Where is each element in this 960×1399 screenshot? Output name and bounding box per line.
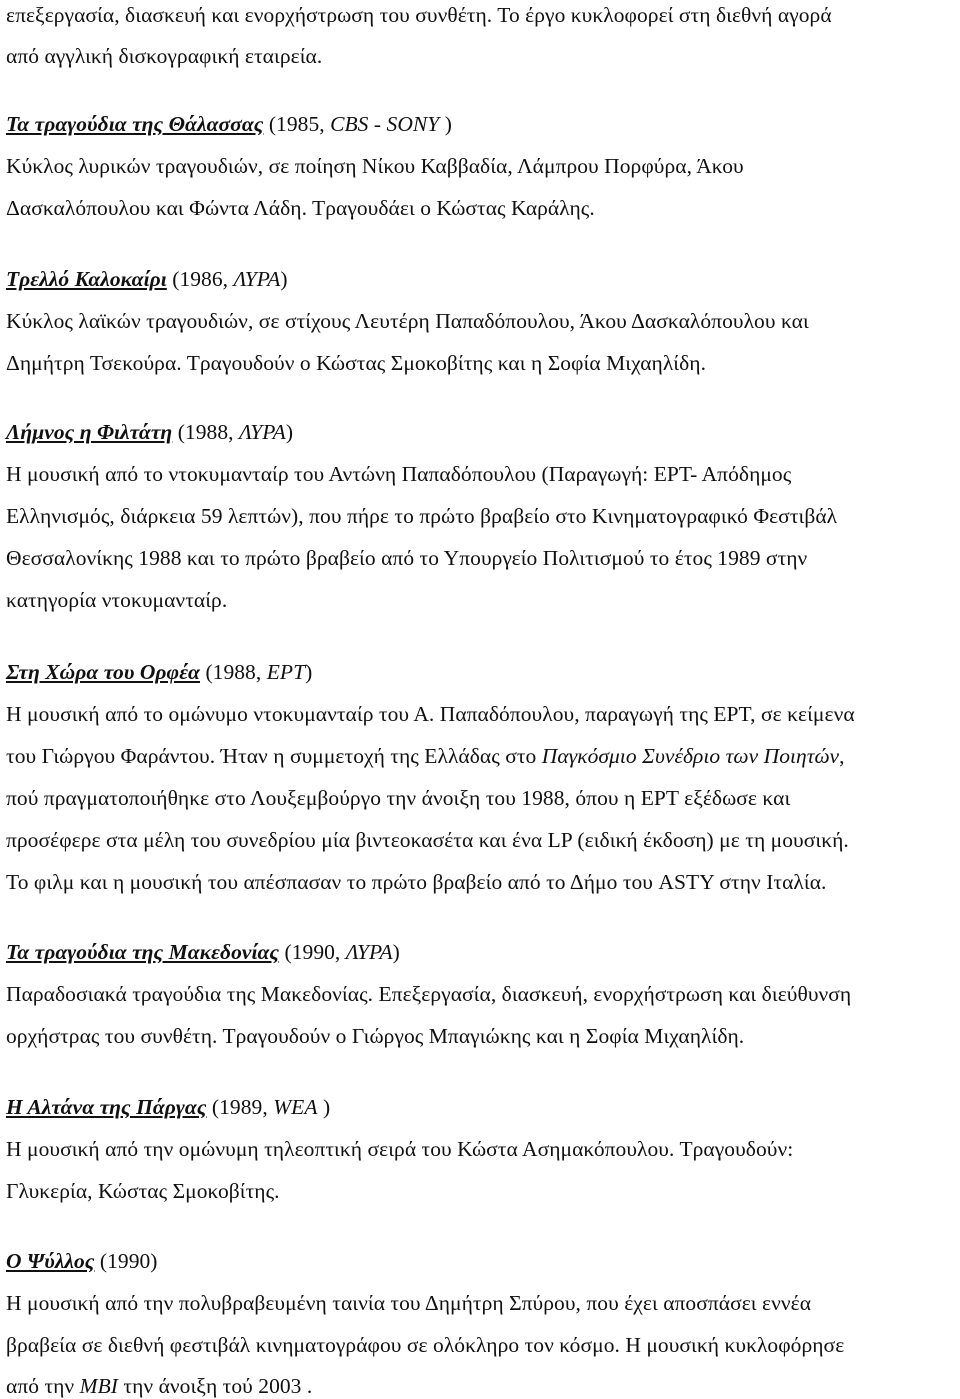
entry-text-line: Η μουσική από την πολυβραβευμένη ταινία του Δημήτρη Σπύρου, που έχει αποσπάσει εννέα xyxy=(6,1291,812,1315)
intro-line-1: επεξεργασία, διασκευή και ενορχήστρωση του συνθέτη. Το έργο κυκλοφορεί στη διεθνή αγορά xyxy=(6,3,832,27)
record-label: ΛΥΡΑ xyxy=(233,267,281,291)
entry-text-line: κατηγορία ντοκυμανταίρ. xyxy=(6,588,228,612)
entry-text-line: Γλυκερία, Κώστας Σμοκοβίτης. xyxy=(6,1179,280,1203)
record-label: ΕΡΤ xyxy=(266,660,306,684)
entry-text-line: Δασκαλόπουλου και Φώντα Λάδη. Τραγουδάει ο Κώστας Καράλης. xyxy=(6,196,595,220)
intro-line-2: από αγγλική δισκογραφική εταιρεία. xyxy=(6,44,323,68)
entry-text-line: Δημήτρη Τσεκούρα. Τραγουδούν ο Κώστας Σμοκοβίτης και η Σοφία Μιχαηλίδη. xyxy=(6,351,707,375)
entry-text-line: Θεσσαλονίκης 1988 και το πρώτο βραβείο από το Υπουργείο Πολιτισμού το έτος 1989 στην xyxy=(6,546,808,570)
record-label: ΛΥΡΑ xyxy=(345,940,393,964)
record-label: MBI xyxy=(79,1374,118,1398)
entry-text-line: ορχήστρας του συνθέτη. Τραγουδούν ο Γιώργος Μπαγιώκης και η Σοφία Μιχαηλίδη. xyxy=(6,1024,745,1048)
entry-text-line: βραβεία σε διεθνή φεστιβάλ κινηματογράφου σε ολόκληρο τον κόσμο. Η μουσική κυκλοφόρησε xyxy=(6,1333,845,1357)
congress-name: Παγκόσμιο Συνέδριο των Ποιητών xyxy=(541,744,840,768)
entry-text-line: προσέφερε στα μέλη του συνεδρίου μία βιντεοκασέτα και ένα LP (ειδική έκδοση) με τη μουσική. xyxy=(6,828,849,852)
record-label: WEA xyxy=(273,1095,318,1119)
entry-title: Τρελλό Καλοκαίρι xyxy=(6,267,167,291)
entry-heading: Ο Ψύλλος (1990) xyxy=(6,1249,158,1273)
entry-text-line: Η μουσική από την ομώνυμη τηλεοπτική σειρά του Κώστα Ασημακόπουλου. Τραγουδούν: xyxy=(6,1137,794,1161)
entry-text-line: Το φιλμ και η μουσική του απέσπασαν το πρώτο βραβείο από το Δήμο του ASTY στην Ιταλία. xyxy=(6,870,827,894)
record-label: ΛΥΡΑ xyxy=(238,420,286,444)
entry-heading: Τρελλό Καλοκαίρι (1986, ΛΥΡΑ) xyxy=(6,267,288,291)
entry-heading: Η Αλτάνα της Πάργας (1989, WEA ) xyxy=(6,1095,331,1119)
entry-text-line: πού πραγματοποιήθηκε στο Λουξεμβούργο την άνοιξη του 1988, όπου η ΕΡΤ εξέδωσε και xyxy=(6,786,791,810)
entry-title: Λήμνος η Φιλτάτη xyxy=(6,420,173,444)
entry-heading: Τα τραγούδια της Μακεδονίας (1990, ΛΥΡΑ) xyxy=(6,940,400,964)
entry-text-line: Παραδοσιακά τραγούδια της Μακεδονίας. Επεξεργασία, διασκευή, ενορχήστρωση και διεύθυνση xyxy=(6,982,852,1006)
entry-text-line: από την MBI την άνοιξη τού 2003 . xyxy=(6,1374,313,1398)
entry-title: Η Αλτάνα της Πάργας xyxy=(6,1095,207,1119)
entry-heading: Τα τραγούδια της Θάλασσας (1985, CBS - SONY ) xyxy=(6,112,452,136)
entry-title: Στη Χώρα του Ορφέα xyxy=(6,660,201,684)
entry-text-line: του Γιώργου Φαράντου. Ήταν η συμμετοχή της Ελλάδας στο Παγκόσμιο Συνέδριο των Ποιητών, xyxy=(6,744,845,768)
entry-text-line: Κύκλος λαϊκών τραγουδιών, σε στίχους Λευτέρη Παπαδόπουλου, Άκου Δασκαλόπουλου και xyxy=(6,309,809,333)
entry-text-line: Η μουσική από το ομώνυμο ντοκυμανταίρ του Α. Παπαδόπουλου, παραγωγή της ΕΡΤ, σε κείμενα xyxy=(6,702,855,726)
entry-heading: Στη Χώρα του Ορφέα (1988, ΕΡΤ) xyxy=(6,660,313,684)
entry-text-line: Κύκλος λυρικών τραγουδιών, σε ποίηση Νίκου Καββαδία, Λάμπρου Πορφύρα, Άκου xyxy=(6,154,744,178)
entry-text-line: Ελληνισμός, διάρκεια 59 λεπτών), που πήρε το πρώτο βραβείο στο Κινηματογραφικό Φεστιβάλ xyxy=(6,504,838,528)
entry-text-line: Η μουσική από το ντοκυμανταίρ του Αντώνη Παπαδόπουλου (Παραγωγή: ΕΡΤ- Απόδημος xyxy=(6,462,792,486)
record-label: CBS - SONY xyxy=(330,112,440,136)
entry-heading: Λήμνος η Φιλτάτη (1988, ΛΥΡΑ) xyxy=(6,420,294,444)
entry-title: Ο Ψύλλος xyxy=(6,1249,95,1273)
entry-title: Τα τραγούδια της Θάλασσας xyxy=(6,112,264,136)
entry-title: Τα τραγούδια της Μακεδονίας xyxy=(6,940,280,964)
